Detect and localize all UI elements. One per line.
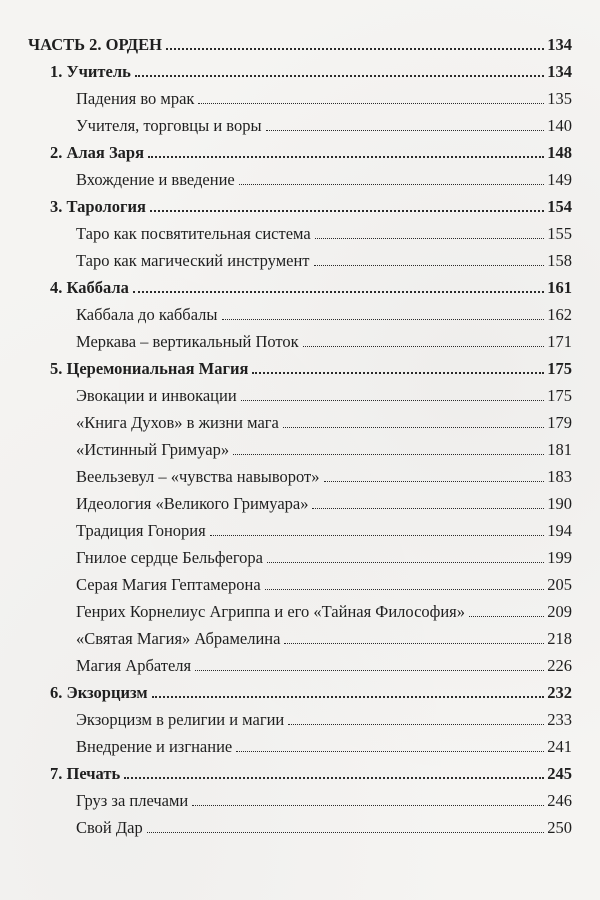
toc-entry-title: 1. Учитель	[50, 62, 131, 81]
toc-entry-page: 209	[547, 602, 572, 621]
toc-entry-page: 162	[547, 305, 572, 324]
dot-leader	[239, 184, 545, 185]
toc-section-entry	[28, 649, 572, 676]
toc-section-entry	[28, 298, 572, 325]
toc-entry-title: 2. Алая Заря	[50, 143, 145, 162]
dot-leader	[147, 832, 545, 833]
toc-entry-page: 175	[547, 386, 572, 405]
dot-leader	[148, 156, 544, 158]
dot-leader	[233, 454, 544, 455]
toc-entry-title: Таро как магический инструмент	[76, 251, 310, 270]
toc-chapter-entry	[28, 190, 572, 217]
toc-entry-title: 4. Каббала	[50, 278, 129, 297]
toc-entry-page: 134	[547, 62, 572, 81]
toc-entry-title: Вхождение и введение	[76, 170, 235, 189]
dot-leader	[166, 48, 544, 50]
toc-entry-page: 175	[547, 359, 572, 378]
toc-section-entry	[28, 325, 572, 352]
dot-leader	[133, 291, 544, 293]
dot-leader	[267, 562, 544, 563]
toc-entry-title: Магия Арбателя	[76, 656, 192, 675]
dot-leader	[324, 481, 545, 482]
toc-entry-page: 190	[547, 494, 572, 513]
toc-entry-page: 154	[547, 197, 572, 216]
dot-leader	[284, 643, 544, 644]
dot-leader	[195, 670, 544, 671]
dot-leader	[150, 210, 544, 212]
toc-entry-page: 155	[547, 224, 572, 243]
toc-chapter-entry	[28, 757, 572, 784]
toc-section-entry	[28, 82, 572, 109]
toc-entry-title: Экзорцизм в религии и магии	[76, 710, 285, 729]
toc-entry-page: 233	[547, 710, 572, 729]
toc-entry-page: 226	[547, 656, 572, 675]
toc-entry-page: 171	[547, 332, 572, 351]
toc-section-entry	[28, 622, 572, 649]
toc-entry-title: 7. Печать	[50, 764, 121, 783]
toc-entry-page: 181	[547, 440, 572, 459]
toc-entry-title: Веельзевул – «чувства навыворот»	[76, 467, 320, 486]
dot-leader	[135, 75, 544, 77]
toc-entry-page: 179	[547, 413, 572, 432]
toc-chapter-entry	[28, 352, 572, 379]
toc-entry-page: 134	[547, 35, 572, 54]
toc-entry-title: Груз за плечами	[76, 791, 189, 810]
dot-leader	[252, 372, 544, 374]
dot-leader	[124, 777, 544, 779]
table-of-contents	[28, 28, 572, 838]
toc-entry-title: Идеология «Великого Гримуара»	[76, 494, 309, 513]
toc-section-entry	[28, 784, 572, 811]
toc-entry-title: Падения во мрак	[76, 89, 195, 108]
toc-section-entry	[28, 568, 572, 595]
toc-section-entry	[28, 433, 572, 460]
dot-leader	[210, 535, 545, 536]
toc-entry-page: 218	[547, 629, 572, 648]
toc-section-entry	[28, 487, 572, 514]
toc-section-entry	[28, 379, 572, 406]
toc-entry-title: Традиция Гонория	[76, 521, 206, 540]
dot-leader	[283, 427, 544, 428]
toc-entry-title: «Святая Магия» Абрамелина	[76, 629, 281, 648]
toc-entry-title: Меркава – вертикальный Поток	[76, 332, 299, 351]
toc-entry-page: 148	[547, 143, 572, 162]
toc-entry-page: 205	[547, 575, 572, 594]
toc-entry-page: 241	[547, 737, 572, 756]
toc-section-entry	[28, 514, 572, 541]
toc-entry-title: Каббала до каббалы	[76, 305, 218, 324]
toc-section-entry	[28, 595, 572, 622]
dot-leader	[152, 696, 545, 698]
toc-entry-page: 183	[547, 467, 572, 486]
dot-leader	[315, 238, 545, 239]
toc-chapter-entry	[28, 136, 572, 163]
toc-entry-page: 135	[547, 89, 572, 108]
toc-entry-title: Свой Дар	[76, 818, 143, 837]
toc-section-entry	[28, 811, 572, 838]
toc-chapter-entry	[28, 271, 572, 298]
toc-entry-page: 158	[547, 251, 572, 270]
toc-entry-page: 149	[547, 170, 572, 189]
toc-entry-page: 140	[547, 116, 572, 135]
toc-entry-title: 3. Тарология	[50, 197, 146, 216]
toc-entry-page: 161	[547, 278, 572, 297]
toc-entry-title: 5. Церемониальная Магия	[50, 359, 249, 378]
toc-entry-page: 250	[547, 818, 572, 837]
dot-leader	[265, 589, 545, 590]
toc-entry-page: 194	[547, 521, 572, 540]
toc-entry-title: «Книга Духов» в жизни мага	[76, 413, 279, 432]
toc-entry-title: «Истинный Гримуар»	[76, 440, 230, 459]
toc-part-entry	[28, 28, 572, 55]
toc-section-entry	[28, 406, 572, 433]
toc-entry-page: 232	[547, 683, 572, 702]
toc-entry-title: Учителя, торговцы и воры	[76, 116, 262, 135]
toc-entry-page: 246	[547, 791, 572, 810]
dot-leader	[314, 265, 545, 266]
toc-section-entry	[28, 460, 572, 487]
dot-leader	[312, 508, 544, 509]
toc-entry-title: Серая Магия Гептамерона	[76, 575, 261, 594]
dot-leader	[288, 724, 544, 725]
toc-entry-title: Таро как посвятительная система	[76, 224, 311, 243]
toc-entry-title: Внедрение и изгнание	[76, 737, 233, 756]
dot-leader	[236, 751, 544, 752]
toc-section-entry	[28, 163, 572, 190]
dot-leader	[222, 319, 545, 320]
toc-entry-title: Эвокации и инвокации	[76, 386, 237, 405]
toc-section-entry	[28, 730, 572, 757]
dot-leader	[241, 400, 545, 401]
dot-leader	[198, 103, 544, 104]
toc-entry-page: 199	[547, 548, 572, 567]
toc-section-entry	[28, 217, 572, 244]
dot-leader	[469, 616, 544, 617]
toc-entry-title: 6. Экзорцизм	[50, 683, 148, 702]
dot-leader	[192, 805, 544, 806]
toc-chapter-entry	[28, 55, 572, 82]
toc-chapter-entry	[28, 676, 572, 703]
toc-section-entry	[28, 703, 572, 730]
toc-entry-title: ЧАСТЬ 2. ОРДЕН	[28, 35, 162, 54]
toc-section-entry	[28, 109, 572, 136]
toc-entry-title: Генрих Корнелиус Агриппа и его «Тайная Философия»	[76, 602, 466, 621]
toc-entry-title: Гнилое сердце Бельфегора	[76, 548, 264, 567]
toc-entry-page: 245	[547, 764, 572, 783]
dot-leader	[303, 346, 545, 347]
toc-section-entry	[28, 244, 572, 271]
toc-section-entry	[28, 541, 572, 568]
dot-leader	[266, 130, 545, 131]
